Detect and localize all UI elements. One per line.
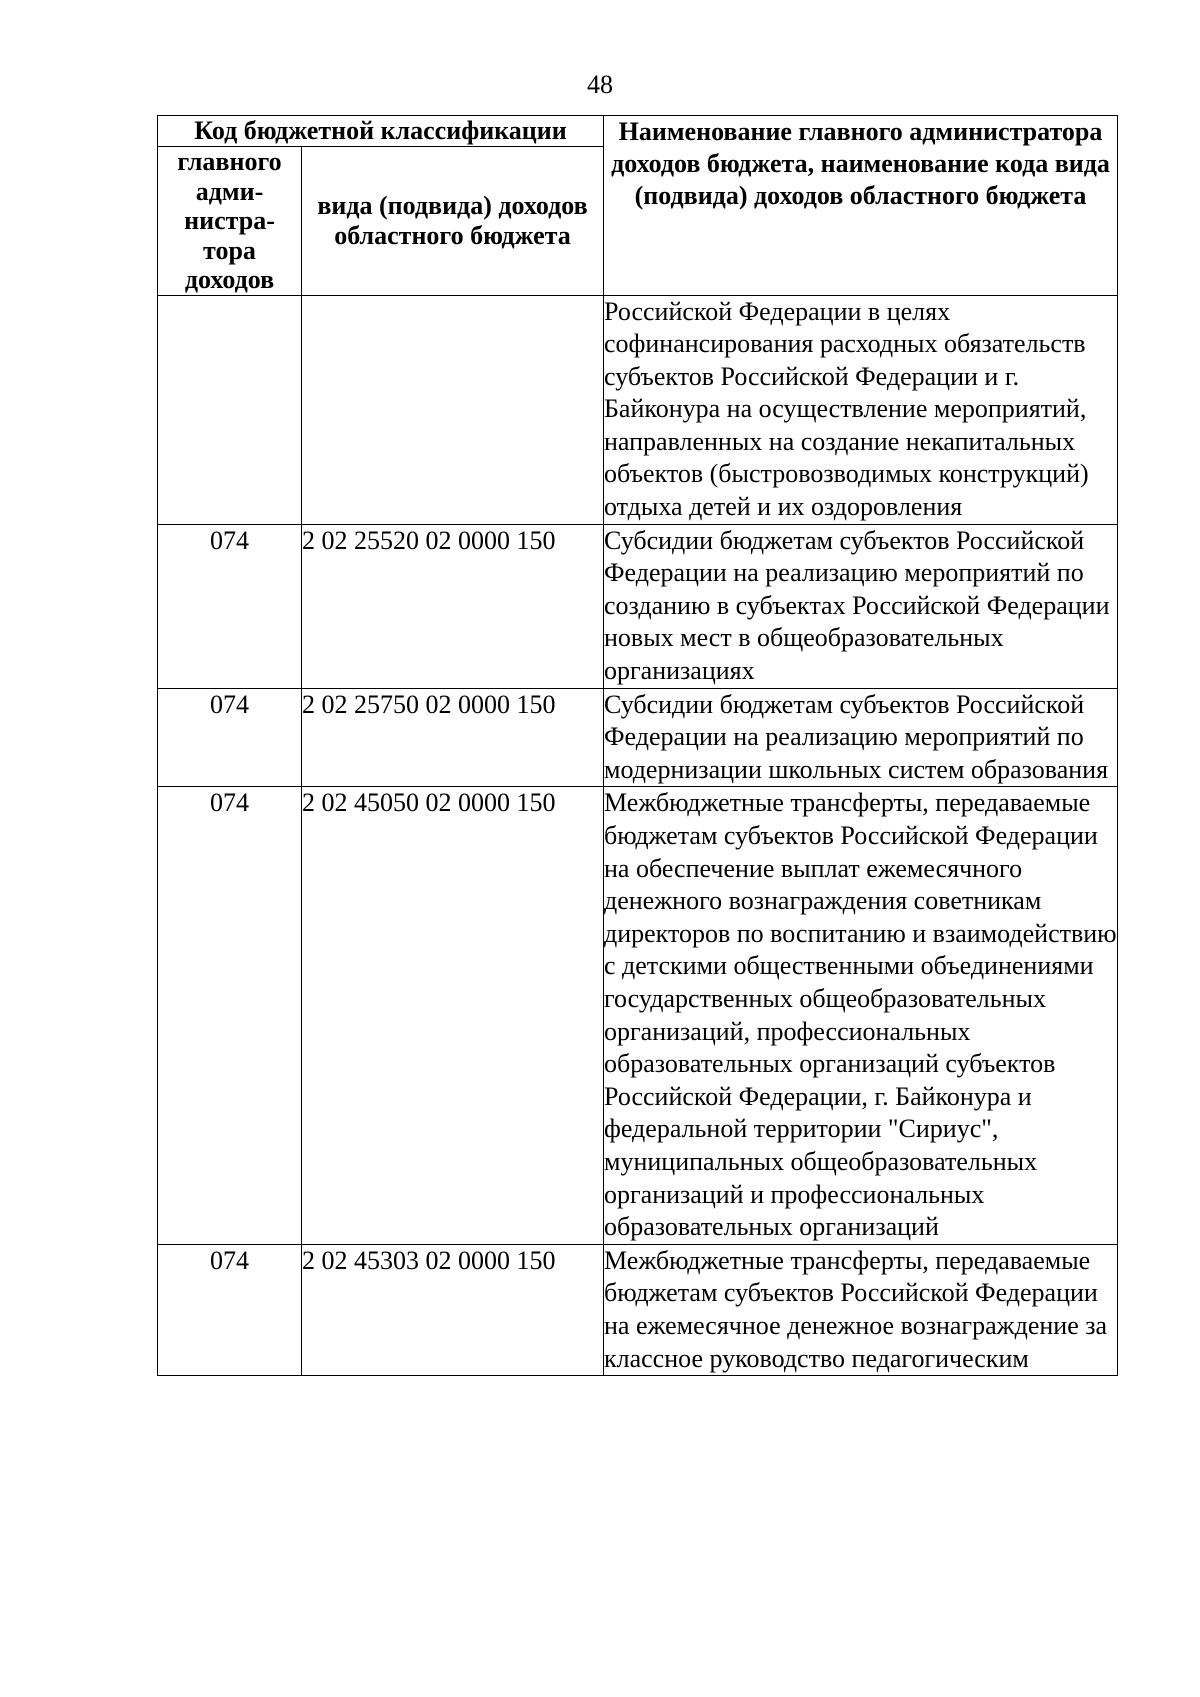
income-code-cell (302, 295, 604, 524)
admin-code-cell: 074 (158, 524, 302, 688)
header-code-line: бюджета (470, 220, 571, 250)
table-row (158, 1244, 1118, 1375)
income-code-cell: 2 02 45303 02 0000 150 (302, 1244, 604, 1375)
admin-code-cell (158, 295, 302, 524)
table-row (158, 295, 1118, 524)
admin-code-cell: 074 (158, 787, 302, 1244)
table-row (158, 524, 1118, 688)
income-name-cell: Межбюджетные трансферты, передаваемые бюджетам субъектов Российской Федерации на обеспечение выплат ежемесячного денежного вознаграждения советникам директоров по воспитанию и взаимодействию с детскими общественными объединениями государственных общеобразовательных организаций, профессиональных образовательных организаций субъектов Российской Федерации, г. Байконура и федеральной территории "Сириус", муниципальных общеобразовательных организаций и профессиональных образовательных организаций (604, 787, 1118, 1244)
income-code-cell: 2 02 25520 02 0000 150 (302, 524, 604, 688)
income-code-cell: 2 02 45050 02 0000 150 (302, 787, 604, 1244)
header-name-column (604, 116, 1118, 296)
header-name-line: доходов областного бюджета (753, 181, 1087, 210)
header-admin-line: тора (203, 235, 256, 265)
income-name-cell: Субсидии бюджетам субъектов Российской Федерации на реализацию мероприятий по модернизации школьных систем образования (604, 688, 1118, 787)
table-row (158, 688, 1118, 787)
admin-code-cell: 074 (158, 1244, 302, 1375)
header-name-line: Наименование главного (618, 117, 903, 146)
header-classification-code: Код бюджетной классификации (158, 116, 604, 147)
header-admin-line: адми- (195, 176, 264, 206)
header-code-column (302, 147, 604, 296)
header-admin-line: нистра- (184, 206, 275, 235)
income-code-cell: 2 02 25750 02 0000 150 (302, 688, 604, 787)
page-number: 48 (587, 70, 613, 99)
income-name-cell: Субсидии бюджетам субъектов Российской Федерации на реализацию мероприятий по созданию в субъектах Российской Федерации новых мест в общеобразовательных организациях (604, 524, 1118, 688)
header-code-line: вида (подвида) (317, 191, 492, 221)
header-admin-line: главного (177, 147, 282, 176)
income-name-cell: Межбюджетные трансферты, передаваемые бюджетам субъектов Российской Федерации на ежемесячное денежное вознаграждение за классное руководство педагогическим (604, 1244, 1118, 1375)
budget-classification-table (157, 115, 1118, 1376)
header-admin-line: доходов (184, 265, 275, 294)
header-code-line: доходов областного (334, 191, 588, 250)
table-row (158, 787, 1118, 1244)
header-admin-column (158, 147, 302, 296)
admin-code-cell: 074 (158, 688, 302, 787)
header-name-line: наименование кода вида (подвида) (634, 149, 1110, 210)
header-name-line: администратора доходов бюджета, (611, 117, 1103, 178)
income-name-cell: Российской Федерации в целях софинансирования расходных обязательств субъектов Российской Федерации и г. Байконура на осуществление мероприятий, направленных на создание некапитальных объектов (быстровозводимых конструкций) отдыха детей и их оздоровления (604, 295, 1118, 524)
